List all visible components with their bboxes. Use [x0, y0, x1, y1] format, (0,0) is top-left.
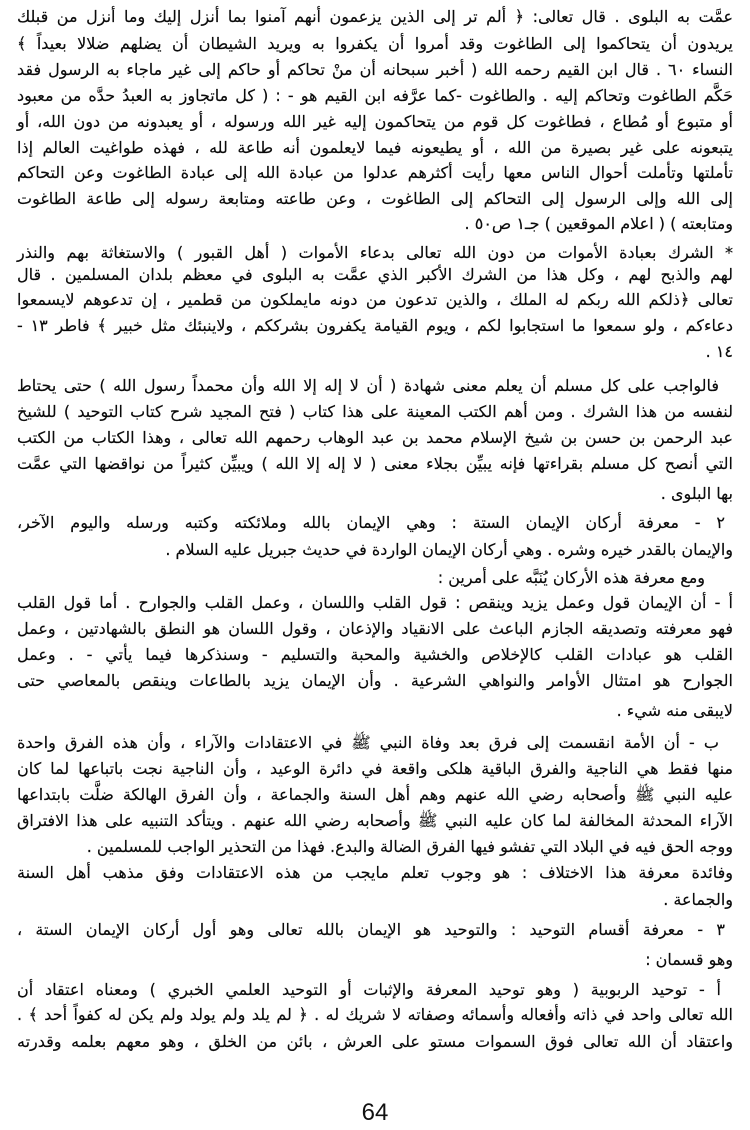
- text-line: عمَّت به البلوى . قال تعالى: ﴿ ألم تر إلى الذين يزعمون أنهم آمنوا بما أنزل إليك وما أنزل من قبلك: [17, 7, 733, 26]
- text-line: ٢ - معرفة أركان الإيمان الستة : وهي الإيمان بالله وملائكته وكتبه ورسله واليوم الآخر،: [17, 513, 725, 532]
- text-line: واعتقاد أن الله تعالى فوق السموات مستو على العرش ، بائن من الخلق ، وهو معهم بعلمه وقدرته: [17, 1032, 733, 1051]
- text-line: النساء ٦٠ . قال ابن القيم رحمه الله ( أخبر سبحانه أن منْ تحاكم أو حاكم إلى غير ماجاء به الرسول فقد: [17, 60, 734, 79]
- text-line: فالواجب على كل مسلم أن يعلم معنى شهادة ( أن لا إله إلا الله وأن محمداً رسول الله ) حتى يحتاط: [17, 376, 719, 395]
- text-line: أ - توحيد الربوبية ( وهو توحيد المعرفة والإثبات أو التوحيد العلمي الخبري ) ومعناه اعتقاد أن: [17, 980, 721, 999]
- text-line: حَكَّم الطاغوت وتحاكم إليه . والطاغوت -كما عرَّفه ابن القيم هو - : ( كل ماتجاوز به العبدُ حدَّه من معبود: [17, 86, 733, 105]
- text-line: لنفسه من هذا الشرك . ومن أهم الكتب المعينة على هذا كتاب ( فتح المجيد شرح كتاب التوحيد ) للشيخ: [17, 402, 733, 421]
- text-line: يريدون أن يتحاكموا إلى الطاغوت وقد أمروا أن يكفروا به ويريد الشيطان أن يضلهم ضلالا بعيداً ﴾: [17, 34, 733, 53]
- text-line: أ - أن الإيمان قول وعمل يزيد وينقص : قول القلب واللسان ، وعمل القلب والجوارح . أما قول القلب: [17, 593, 733, 612]
- text-line: الله تعالى واحد في ذاته وأفعاله وأسمائه وصفاته لا شريك له . ﴿ لم يلد ولم يولد ولم يكن له كفواً أحد ﴾ .: [17, 1005, 733, 1024]
- text-line: عبد الرحمن بن حسن بن شيخ الإسلام محمد بن عبد الوهاب رحمهم الله تعالى ، وهذا الكتاب من الكتب: [17, 428, 733, 447]
- text-line: ومتابعته ) ( اعلام الموقعين ) جـ١ ص٥٠ .: [464, 214, 733, 233]
- text-line: الآراء المحدثة المخالفة لما كان عليه النبي ﷺ وأصحابه رضي الله عنهم . ويتأكد التنبيه على هذا الافتراق: [17, 811, 733, 830]
- text-line: تعالى ﴿ذلكم الله ربكم له الملك ، والذين تدعون من دونه مايملكون من قطمير ، إن تدعوهم لايسمعوا: [17, 290, 733, 309]
- text-line: * الشرك بعبادة الأموات من دون الله تعالى بدعاء الأموات ( أهل القبور ) والاستغاثة بهم والنذر: [17, 243, 733, 262]
- text-line: ووجه الحق فيه في البلاد التي تفشو فيها الفرق الضالة والبدع. فهذا من التحذير الواجب للمسلمين .: [86, 837, 733, 856]
- text-line: إلى الله وإلى الرسول إلى التحاكم إلى الطاغوت ، وعن طاعته ومتابعة رسوله إلى طاعة الطاغوت: [17, 189, 733, 208]
- page-number: 64: [361, 1099, 389, 1126]
- text-line: التي أنصح كل مسلم بقراءتها فإنه يبيِّن بجلاء معنى ( لا إله إلا الله ) ويبيِّن كثيراً من نواقضها التي عمَّت: [17, 454, 733, 473]
- text-line: لهم والذبح لهم ، وكل هذا من الشرك الأكبر الذي عمَّت به البلوى في معظم بلدان المسلمين . قال: [17, 265, 733, 284]
- text-line: ١٤ .: [705, 342, 733, 361]
- text-line: يتبعونه على غير بصيرة من الله ، أو يطيعونه فيما لايعلمون أنه طاعة لله ، فهذه طواغيت العالم إذا: [17, 138, 733, 157]
- text-line: وهو قسمان :: [645, 950, 733, 969]
- text-line: الجوارح هو امتثال الأوامر والنواهي الشرعية . وأن الإيمان يزيد بالطاعات وينقص بالمعاصي حتى: [17, 671, 733, 690]
- text-line: منها فقط هي الناجية والفرق الباقية هلكى واقعة في دائرة الوعيد ، وأن الناجية نجت باتباعها لما كان: [17, 759, 733, 778]
- text-line: والجماعة .: [663, 890, 733, 909]
- text-line: وفائدة معرفة هذا الاختلاف : هو وجوب تعلم مايجب من هذه الاعتقادات وفق مذهب أهل السنة: [17, 863, 733, 882]
- text-line: فهو معرفته وتصديقه الجازم الباعث على الانقياد والإذعان ، وقول اللسان هو النطق بالشهادتين ، وعمل: [17, 619, 733, 638]
- text-line: عليه النبي ﷺ وأصحابه رضي الله عنهم وهم أهل السنة والجماعة ، وأن الفرق الهالكة ضلَّت بابتداعها: [17, 785, 733, 804]
- text-line: ومع معرفة هذه الأركان يُنَبَّه على أمرين :: [437, 568, 705, 587]
- text-line: لايبقى منه شيء .: [616, 701, 733, 720]
- text-line: أو متبوع أو مُطاع ، فطاغوت كل قوم من يتحاكمون إليه غير الله ورسوله ، أو يعبدونه من دون الله، أو: [17, 112, 733, 131]
- text-line: ٣ - معرفة أقسام التوحيد : والتوحيد هو الإيمان بالله تعالى وهو أول أركان الإيمان الستة ،: [17, 920, 725, 939]
- text-line: ب - أن الأمة انقسمت إلى فرق بعد وفاة النبي ﷺ في الاعتقادات والآراء ، وأن هذه الفرق واحدة: [17, 733, 719, 752]
- text-line: القلب هو عبادات القلب كالإخلاص والخشية والمحبة والتسليم - وسنذكرها فيما يأتي - . وعمل: [17, 645, 733, 664]
- text-line: تأملتها وتأملت أحوال الناس معها رأيت أكثرهم عدلوا من عبادة الله إلى عبادة الطاغوت وعن التحاكم: [17, 163, 733, 182]
- text-line: والإيمان بالقدر خيره وشره . وهي أركان الإيمان الواردة في حديث جبريل عليه السلام .: [165, 540, 733, 559]
- text-line: بها البلوى .: [660, 484, 733, 503]
- text-line: دعاءكم ، ولو سمعوا ما استجابوا لكم ، ويوم القيامة يكفرون بشرككم ، ولاينبئك مثل خبير ﴾ فاطر ١٣ -: [17, 316, 734, 335]
